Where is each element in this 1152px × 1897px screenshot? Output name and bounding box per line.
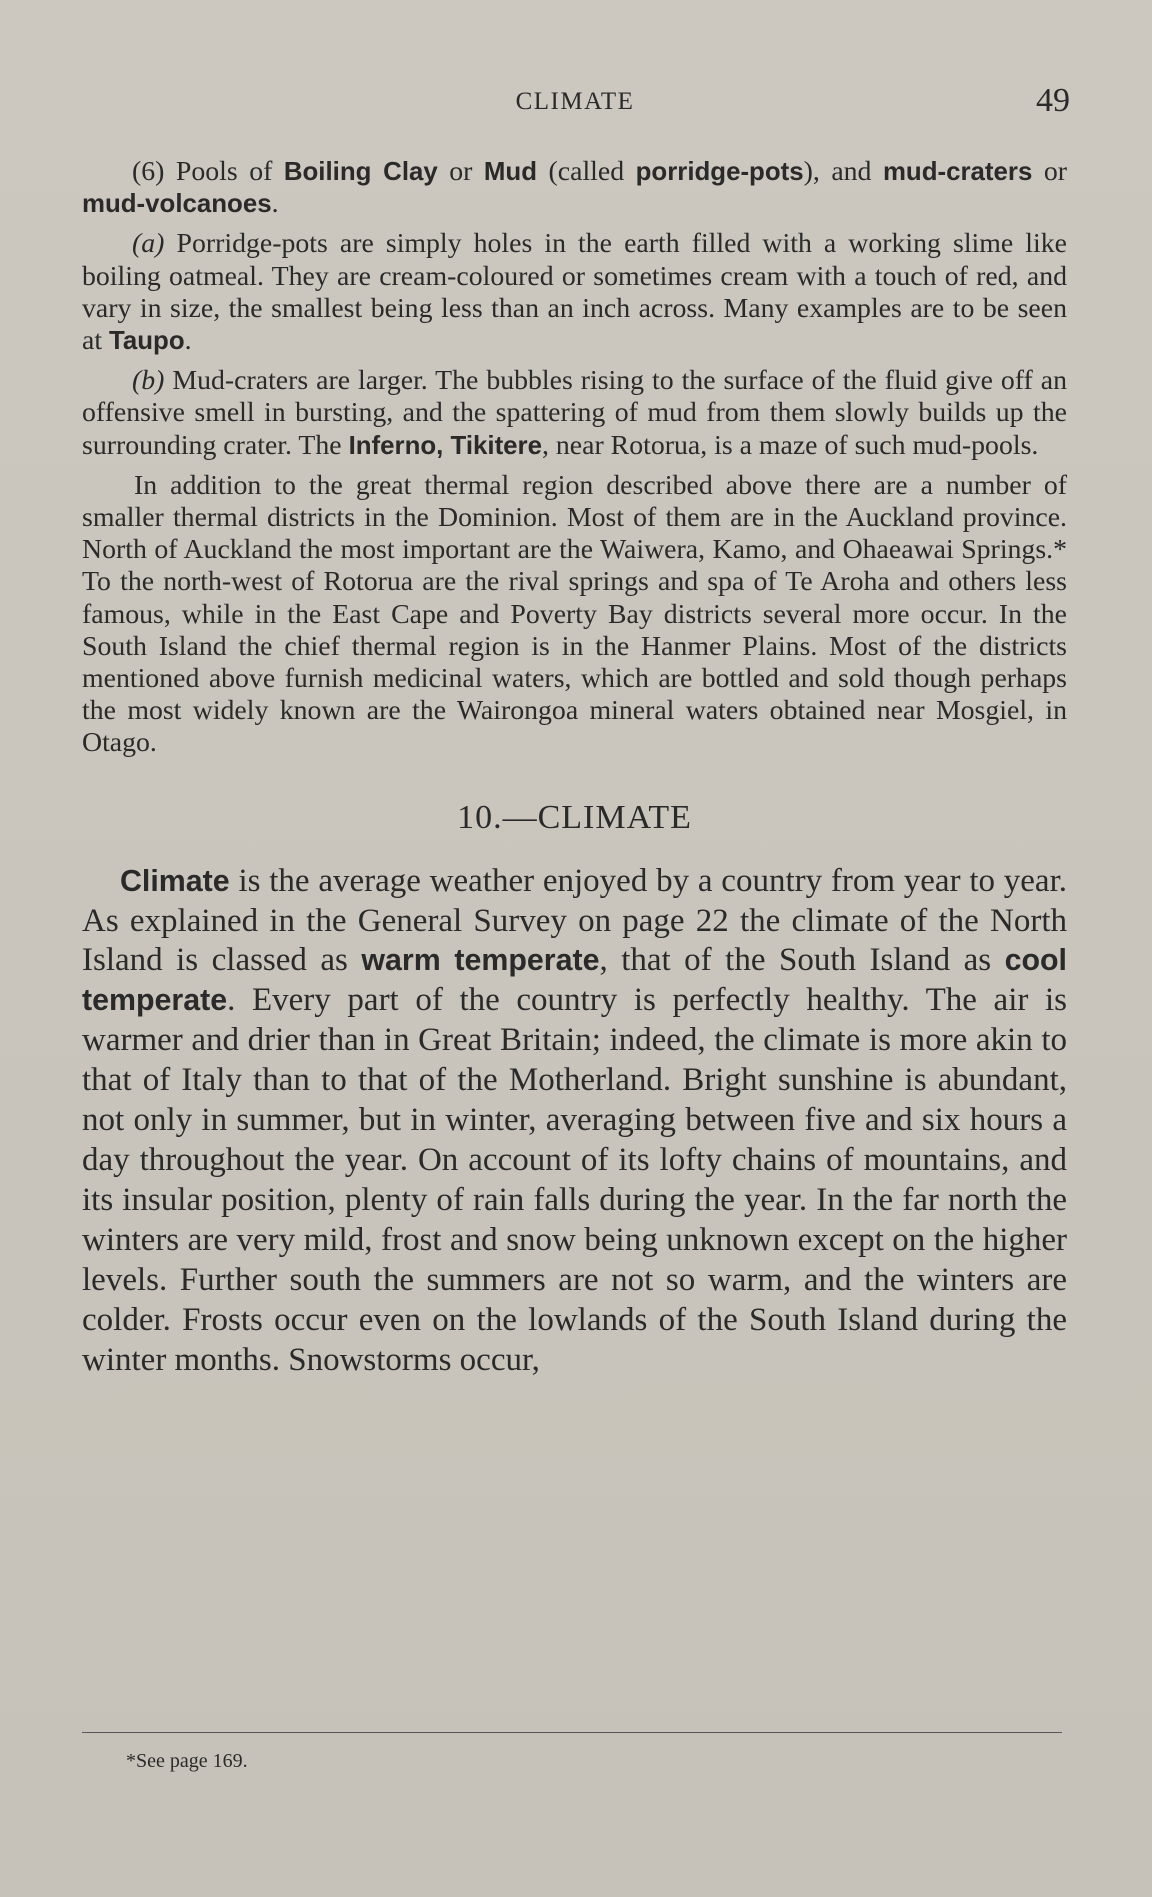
running-head-title: CLIMATE bbox=[515, 88, 635, 115]
paragraph-pools: (6) Pools of Boiling Clay or Mud (called porridge-pots), and mud-craters or mud-volcanoes. bbox=[82, 156, 1067, 220]
paragraph-porridge-pots: (a) Porridge-pots are simply holes in the earth filled with a working slime like boiling oatmeal. They are cream-coloured or sometimes cream with a touch of red, and vary in size, the smallest being less than an inch across. Many examples are to be seen at Taupo. bbox=[82, 228, 1067, 357]
climate-text-block bbox=[82, 862, 1067, 1381]
paragraph-mud-craters: (b) Mud-craters are larger. The bubbles rising to the surface of the fluid give off an offensive smell in bursting, and the spattering of mud from them slowly builds up the surrounding crater. The Inferno, Tikitere, near Rotorua, is a maze of such mud-pools. bbox=[82, 365, 1067, 461]
page-body bbox=[82, 156, 1067, 1380]
running-head bbox=[80, 82, 1070, 122]
footnote-rule bbox=[82, 1732, 1062, 1733]
page-number: 49 bbox=[1036, 82, 1070, 119]
footnote: *See page 169. bbox=[126, 1750, 248, 1772]
paragraph-climate: Climate is the average weather enjoyed by a country from year to year. As explained in the General Survey on page 22 the climate of the North Island is classed as warm temperate, that of the South Island as cool temperate. Every part of the country is perfectly healthy. The air is warmer and drier than in Great Britain; indeed, the climate is more akin to that of Italy than to that of the Motherland. Bright sunshine is abundant, not only in summer, but in winter, averaging between five and six hours a day throughout the year. On account of its lofty chains of mountains, and its insular position, plenty of rain falls during the year. In the far north the winters are very mild, frost and snow being unknown except on the higher levels. Further south the summers are not so warm, and the winters are colder. Frosts occur even on the lowlands of the South Island during the winter months. Snowstorms occur, bbox=[82, 862, 1067, 1378]
small-text-block bbox=[82, 156, 1067, 760]
section-heading: 10.—CLIMATE bbox=[457, 798, 692, 836]
paragraph-thermal-districts: In addition to the great thermal region described above there are a number of smaller thermal districts in the Dominion. Most of them are in the Auckland province. North of Auckland the most important are the Waiwera, Kamo, and Ohaeawai Springs.* To the north-west of Rotorua are the rival springs and spa of Te Aroha and others less famous, while in the East Cape and Poverty Bay districts several more occur. In the South Island the chief thermal region is in the Hanmer Plains. Most of the districts mentioned above furnish medicinal waters, which are bottled and sold though perhaps the most widely known are the Wairongoa mineral waters obtained near Mosgiel, in Otago. bbox=[82, 469, 1067, 759]
